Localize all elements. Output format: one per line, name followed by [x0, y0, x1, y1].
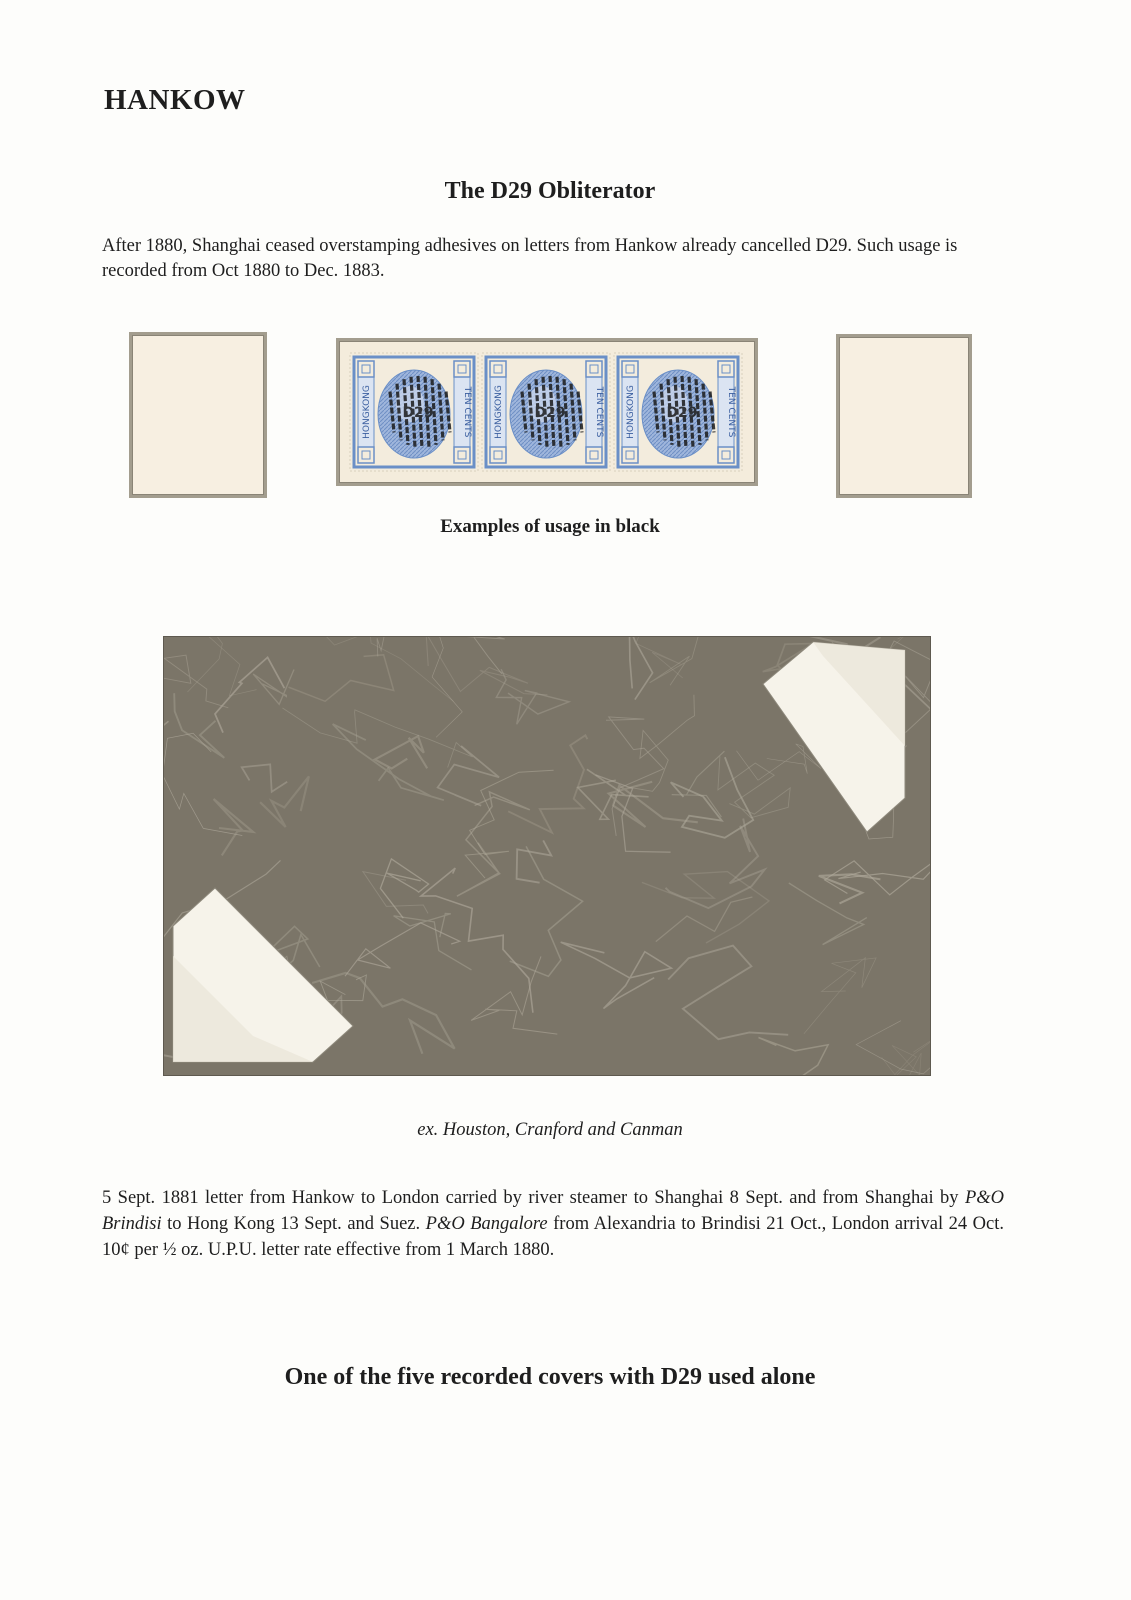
description-part1: 5 Sept. 1881 letter from Hankow to London carried by river steamer to Shanghai 8 Sept. and from Shanghai by: [102, 1188, 965, 1208]
cancel-text: D29: [534, 405, 566, 421]
cancel-text: D29: [666, 405, 698, 421]
stamp-1: [350, 353, 478, 471]
empty-mount-left: [129, 332, 267, 498]
footer-note: One of the five recorded covers with D29 used alone: [284, 1364, 816, 1390]
stamp-side-text: HONGKONG: [494, 385, 504, 439]
cover-image: [163, 636, 931, 1076]
empty-mount-right: [836, 334, 972, 498]
ship-name-1: P&O Brindisi: [102, 1188, 1004, 1234]
cover-provenance: ex. Houston, Cranford and Canman: [417, 1120, 683, 1140]
stamp-value-text: TEN CENTS: [594, 386, 604, 438]
page-title: The D29 Obliterator: [444, 178, 656, 204]
stamp-3: [614, 353, 742, 471]
cancel-text: D29: [402, 405, 434, 421]
cover-description: [102, 1185, 1004, 1263]
stamp-2: [482, 353, 610, 471]
description-part2: to Hong Kong 13 Sept. and Suez.: [161, 1214, 426, 1234]
intro-text: After 1880, Shanghai ceased overstamping adhesives on letters from Hankow already cancelled D29. Such usage is recorded from Oct 1880 to Dec. 1883.: [102, 236, 958, 281]
stamp-side-text: HONGKONG: [626, 385, 636, 439]
ship-name-2: P&O Bangalore: [425, 1214, 548, 1234]
stamp-value-text: TEN CENTS: [726, 386, 736, 438]
stamp-side-text: HONGKONG: [362, 385, 372, 439]
description-part3: from Alexandria to Brindisi 21 Oct., London arrival 24 Oct. 10¢ per ½ oz. U.P.U. letter rate effective from 1 March 1880.: [102, 1214, 1004, 1260]
page-heading: HANKOW: [104, 84, 246, 116]
cover-mount: [163, 636, 931, 1076]
stamp-caption: Examples of usage in black: [440, 516, 660, 537]
stamp-value-text: TEN CENTS: [462, 386, 472, 438]
stamp-strip-mount: [336, 338, 758, 486]
stamp-strip-image: [340, 342, 754, 482]
